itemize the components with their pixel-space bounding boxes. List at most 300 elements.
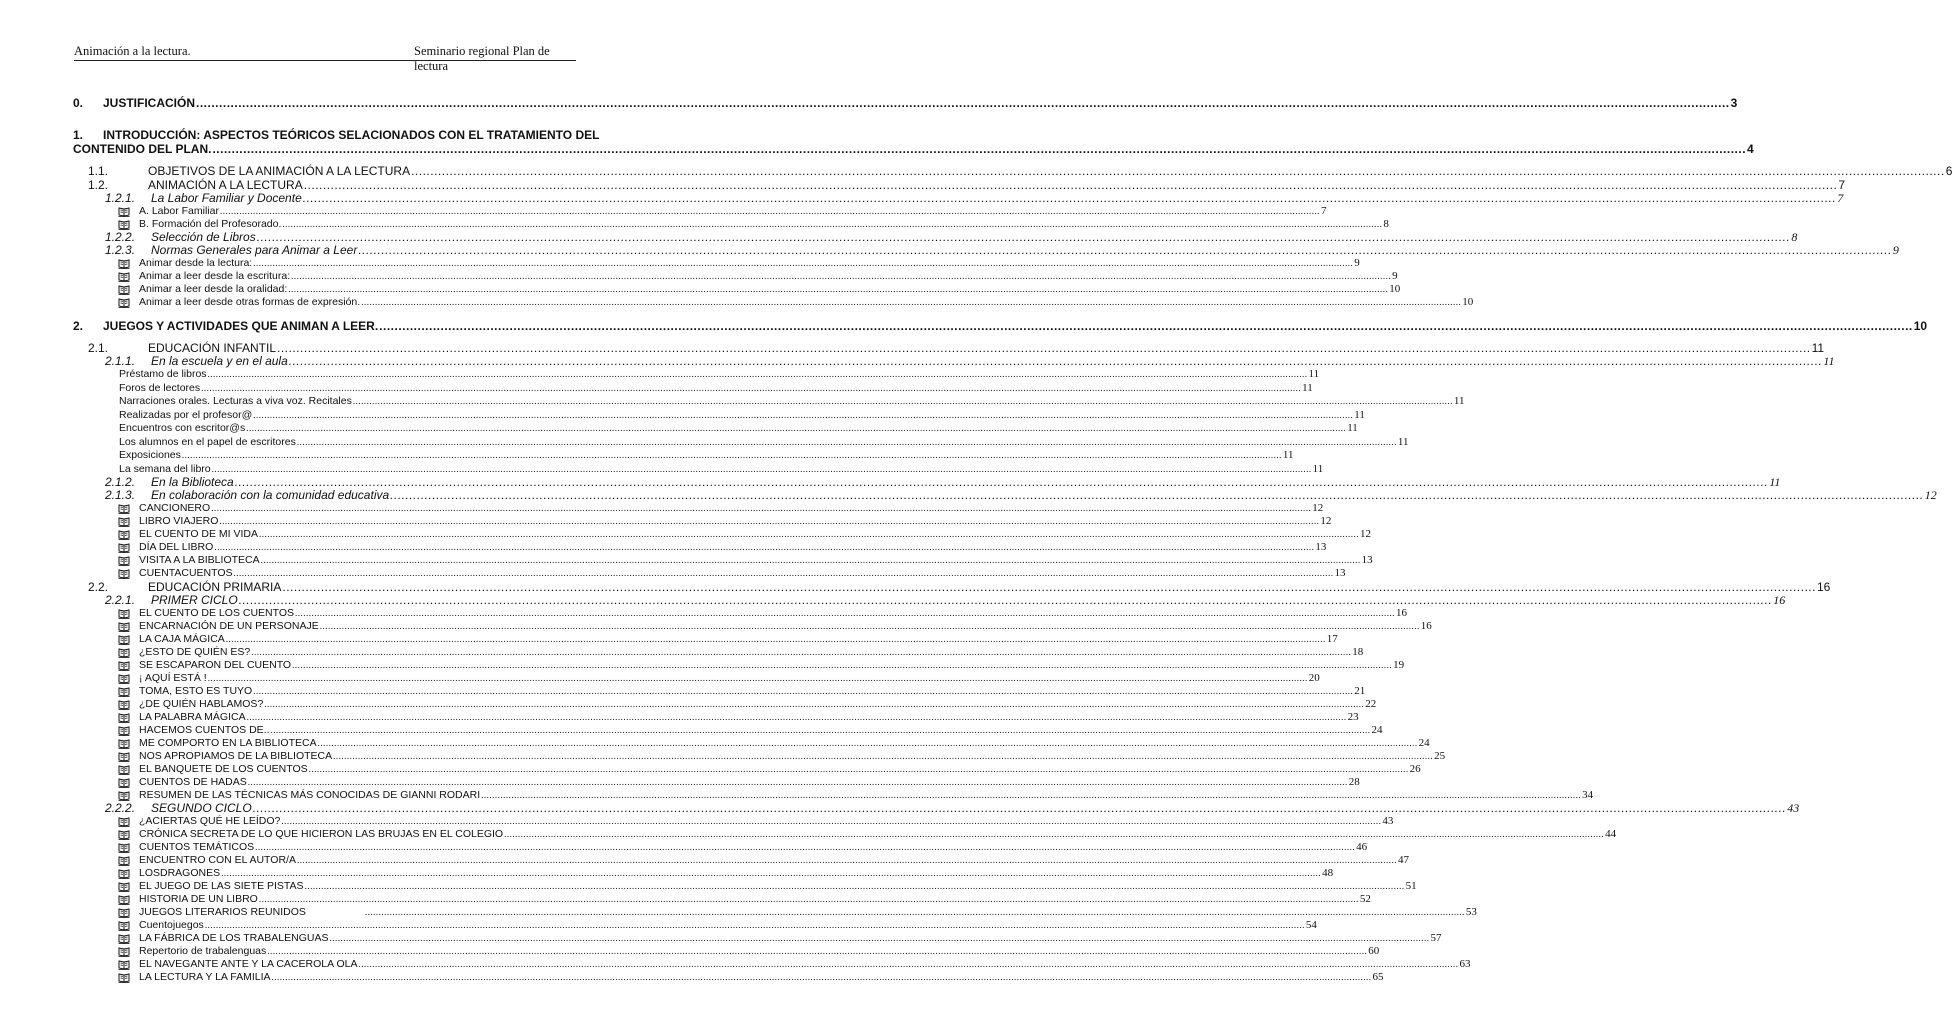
book-icon	[118, 622, 130, 632]
toc-entry-section[interactable]	[73, 178, 1845, 192]
toc-entry-item[interactable]	[73, 815, 1394, 828]
toc-entry-page: 11	[1811, 341, 1825, 355]
toc-entry-item[interactable]	[73, 958, 1471, 971]
toc-entry-section[interactable]	[73, 164, 1952, 178]
leader-dots: ................................................................................................................................................................................................................................................................................................................................................................................................................	[253, 258, 1354, 268]
leader-dots: ................................................................................................................................................................................................................................................................................................................................................................................................................	[256, 230, 1791, 244]
toc-entry-page: 47	[1397, 854, 1409, 866]
toc-entry-item[interactable]	[73, 906, 1477, 919]
toc-entry-title: LA CAJA MÁGICA	[139, 633, 225, 645]
toc-entry-item[interactable]	[73, 408, 1365, 423]
toc-entry-page: 7	[1838, 178, 1845, 192]
leader-dots: ................................................................................................................................................................................................................................................................................................................................................................................................................	[253, 409, 1354, 420]
leader-dots: ................................................................................................................................................................................................................................................................................................................................................................................................................	[246, 712, 1347, 722]
book-icon	[118, 726, 130, 736]
toc-entry-page: 57	[1430, 932, 1442, 944]
toc-entry-item[interactable]	[73, 567, 1346, 580]
toc-entry-title: LA PALABRA MÁGICA	[139, 711, 246, 723]
toc-entry-page: 20	[1308, 672, 1320, 684]
toc-entry-item[interactable]	[73, 541, 1327, 554]
toc-entry-number: 1.2.1.	[105, 191, 136, 205]
toc-entry-page: 54	[1305, 919, 1317, 931]
leader-dots: ................................................................................................................................................................................................................................................................................................................................................................................................................	[319, 621, 1420, 631]
toc-entry-title-continued: CONTENIDO DEL PLAN.	[73, 142, 212, 156]
toc-entry-title: ENCARNACIÓN DE UN PERSONAJE	[139, 620, 319, 632]
toc-entry-title: ANIMACIÓN A LA LECTURA	[148, 178, 303, 192]
leader-dots: ................................................................................................................................................................................................................................................................................................................................................................................................................	[211, 503, 1312, 513]
toc-entry-item[interactable]	[73, 711, 1359, 724]
toc-entry-title: Repertorio de trabalenguas	[139, 945, 267, 957]
leader-dots: ................................................................................................................................................................................................................................................................................................................................................................................................................	[282, 219, 1383, 229]
toc-entry-title: HISTORIA DE UN LIBRO	[139, 893, 258, 905]
toc-entry-page: 43	[1787, 801, 1800, 815]
toc-entry-page: 7	[1320, 205, 1327, 217]
toc-entry-page: 16	[1773, 593, 1786, 607]
leader-dots: ................................................................................................................................................................................................................................................................................................................................................................................................................	[504, 829, 1605, 839]
toc-entry-page: 16	[1420, 620, 1432, 632]
toc-entry-title: CUENTACUENTOS	[139, 567, 233, 579]
toc-entry-number: 2.1.2.	[105, 475, 136, 489]
book-icon	[118, 504, 130, 514]
toc-entry-number: 2.2.2.	[105, 801, 136, 815]
toc-entry-subsection[interactable]	[73, 801, 1800, 815]
toc-entry-subsection[interactable]	[73, 593, 1786, 607]
toc-entry-title: EL CUENTO DE MI VIDA	[139, 528, 259, 540]
book-icon	[118, 817, 130, 827]
toc-entry-title: Animar a leer desde la escritura:	[139, 270, 291, 282]
toc-entry-page: 22	[1365, 698, 1377, 710]
leader-dots: ................................................................................................................................................................................................................................................................................................................................................................................................................	[304, 881, 1405, 891]
toc-entry-page: 6	[1945, 164, 1952, 178]
leader-dots: ................................................................................................................................................................................................................................................................................................................................................................................................................	[238, 593, 1773, 607]
toc-entry-page: 10	[1913, 319, 1928, 333]
toc-entry-title: Foros de lectores	[119, 381, 201, 394]
book-icon	[118, 272, 130, 282]
toc-entry-subsection[interactable]	[73, 191, 1844, 205]
toc-entry-subsection[interactable]	[73, 488, 1937, 502]
book-icon	[118, 830, 130, 840]
book-icon	[118, 882, 130, 892]
toc-entry-item[interactable]	[73, 607, 1408, 620]
toc-entry-page: 11	[1347, 422, 1358, 434]
toc-entry-item[interactable]	[73, 945, 1380, 958]
toc-entry-title: HACEMOS CUENTOS DE..	[139, 724, 270, 736]
toc-entry-title: EL NAVEGANTE ANTE Y LA CACEROLA OLA	[139, 958, 358, 970]
leader-dots: ................................................................................................................................................................................................................................................................................................................................................................................................................	[212, 142, 1747, 156]
leader-dots: ................................................................................................................................................................................................................................................................................................................................................................................................................	[291, 271, 1392, 281]
toc-entry-item[interactable]	[73, 828, 1617, 841]
toc-entry-page: 21	[1354, 685, 1366, 697]
toc-entry-item[interactable]	[73, 270, 1398, 283]
leader-dots: ................................................................................................................................................................................................................................................................................................................................................................................................................	[282, 580, 1816, 594]
toc-entry-title: La Labor Familiar y Docente	[151, 191, 302, 205]
leader-dots: ................................................................................................................................................................................................................................................................................................................................................................................................................	[358, 243, 1892, 257]
leader-dots: ................................................................................................................................................................................................................................................................................................................................................................................................................	[270, 725, 1371, 735]
toc-entry-item[interactable]	[73, 763, 1421, 776]
toc-entry-page: 12	[1320, 515, 1332, 527]
toc-entry-item[interactable]	[73, 462, 1324, 477]
leader-dots: ................................................................................................................................................................................................................................................................................................................................................................................................................	[260, 555, 1361, 565]
book-icon	[118, 895, 130, 905]
toc-entry-title: EL CUENTO DE LOS CUENTOS	[139, 607, 295, 619]
toc-entry-page: 11	[1308, 368, 1320, 380]
toc-entry-title: CANCIONERO	[139, 502, 211, 514]
toc-entry-page: 11	[1453, 395, 1465, 407]
toc-entry-title: DÍA DEL LIBRO	[139, 541, 214, 553]
toc-entry-page: 11	[1397, 435, 1409, 448]
book-icon	[118, 700, 130, 710]
toc-entry-page: 51	[1405, 880, 1417, 892]
leader-dots: ................................................................................................................................................................................................................................................................................................................................................................................................................	[234, 475, 1769, 489]
toc-entry-heading[interactable]	[73, 96, 1738, 110]
toc-entry-item[interactable]	[73, 633, 1338, 646]
book-icon	[118, 259, 130, 269]
toc-entry-page: 46	[1356, 841, 1368, 853]
leader-dots: ................................................................................................................................................................................................................................................................................................................................................................................................................	[390, 488, 1924, 502]
toc-entry-title: Exposiciones	[119, 449, 181, 461]
toc-entry-title: JUSTIFICACIÓN	[103, 96, 196, 110]
toc-entry-page: 53	[1465, 906, 1477, 918]
toc-entry-number: 1.2.2.	[105, 230, 136, 244]
toc-entry-item[interactable]	[73, 554, 1373, 567]
toc-entry-title: EL BANQUETE DE LOS CUENTOS	[139, 763, 308, 775]
header-right-title: Seminario regional Plan de lectura	[414, 44, 550, 73]
book-icon	[118, 791, 130, 801]
toc-entry-title: RESUMEN DE LAS TÉCNICAS MÁS CONOCIDAS DE GIANNI RODARI	[139, 789, 481, 801]
leader-dots: ................................................................................................................................................................................................................................................................................................................................................................................................................	[358, 959, 1459, 969]
book-icon	[118, 661, 130, 671]
book-icon	[118, 921, 130, 931]
leader-dots: ................................................................................................................................................................................................................................................................................................................................................................................................................	[219, 516, 1320, 526]
toc-entry-page: 16	[1816, 580, 1831, 594]
toc-entry-item[interactable]	[73, 971, 1384, 984]
toc-entry-page: 28	[1348, 776, 1360, 788]
toc-entry-title: OBJETIVOS DE LA ANIMACIÓN A LA LECTURA	[148, 164, 411, 178]
toc-entry-item[interactable]	[73, 932, 1442, 945]
toc-entry-page: 24	[1418, 737, 1430, 749]
toc-entry-item[interactable]	[73, 205, 1327, 218]
toc-entry-title: Encuentros con escritor@s	[119, 422, 246, 434]
toc-entry-section[interactable]	[73, 341, 1825, 355]
toc-entry-page: 9	[1354, 257, 1360, 269]
book-icon	[118, 843, 130, 853]
toc-entry-page: 12	[1312, 502, 1324, 514]
toc-entry-item[interactable]	[73, 502, 1324, 515]
toc-entry-title: En colaboración con la comunidad educativa	[151, 488, 390, 502]
toc-entry-page: 9	[1392, 270, 1398, 282]
toc-entry-item[interactable]	[73, 422, 1358, 436]
toc-entry-title: La semana del libro	[119, 462, 211, 475]
toc-entry-title: ENCUENTRO CON EL AUTOR/A	[139, 854, 296, 866]
toc-entry-page: 16	[1396, 607, 1408, 619]
toc-entry-page: 8	[1383, 218, 1389, 230]
toc-entry-item[interactable]	[73, 737, 1430, 750]
book-icon	[118, 517, 130, 527]
toc-entry-page: 44	[1605, 828, 1617, 840]
leader-dots: ................................................................................................................................................................................................................................................................................................................................................................................................................	[364, 907, 1465, 917]
toc-entry-title: JUEGOS LITERARIOS REUNIDOS	[139, 906, 306, 918]
toc-entry-title: Cuentojuegos	[139, 919, 204, 931]
book-icon	[118, 285, 130, 295]
leader-dots: ................................................................................................................................................................................................................................................................................................................................................................................................................	[296, 436, 1397, 447]
toc-entry-page: 11	[1769, 475, 1781, 489]
book-icon	[118, 947, 130, 957]
leader-dots: ................................................................................................................................................................................................................................................................................................................................................................................................................	[267, 946, 1368, 956]
toc-entry-title: Animar desde la lectura:	[139, 257, 253, 269]
book-icon	[118, 298, 130, 308]
toc-entry-item[interactable]	[73, 659, 1405, 672]
leader-dots: ................................................................................................................................................................................................................................................................................................................................................................................................................	[288, 284, 1389, 294]
toc-entry-item[interactable]	[73, 776, 1360, 789]
leader-dots: ................................................................................................................................................................................................................................................................................................................................................................................................................	[361, 297, 1462, 307]
leader-dots: ................................................................................................................................................................................................................................................................................................................................................................................................................	[302, 191, 1837, 205]
leader-dots: ................................................................................................................................................................................................................................................................................................................................................................................................................	[379, 319, 1913, 333]
toc-entry-title: LOSDRAGONES	[139, 867, 221, 879]
toc-entry-number: 2.1.	[88, 341, 109, 355]
leader-dots: ................................................................................................................................................................................................................................................................................................................................................................................................................	[258, 894, 1359, 904]
leader-dots: ................................................................................................................................................................................................................................................................................................................................................................................................................	[233, 568, 1334, 578]
book-icon	[118, 674, 130, 684]
toc-entry-page: 8	[1791, 230, 1798, 244]
leader-dots: ................................................................................................................................................................................................................................................................................................................................................................................................................	[196, 96, 1730, 110]
toc-entry-title: Narraciones orales. Lecturas a viva voz. Recitales	[119, 395, 352, 407]
leader-dots: ................................................................................................................................................................................................................................................................................................................................................................................................................	[181, 450, 1282, 460]
toc-entry-page: 11	[1282, 449, 1294, 461]
toc-entry-page: 43	[1382, 815, 1394, 827]
book-icon	[118, 609, 130, 619]
toc-entry-number: 2.2.	[88, 580, 109, 594]
book-icon	[118, 207, 130, 217]
toc-entry-page: 13	[1334, 567, 1346, 579]
leader-dots: ................................................................................................................................................................................................................................................................................................................................................................................................................	[251, 647, 1352, 657]
toc-entry-item[interactable]	[73, 646, 1364, 659]
toc-entry-item[interactable]	[73, 724, 1383, 737]
toc-entry-section[interactable]	[73, 580, 1831, 594]
toc-entry-page: 26	[1409, 763, 1421, 775]
leader-dots: ................................................................................................................................................................................................................................................................................................................................................................................................................	[333, 751, 1434, 761]
toc-entry-title: CUENTOS TEMÁTICOS	[139, 841, 255, 853]
toc-entry-title: CRÓNICA SECRETA DE LO QUE HICIERON LAS BRUJAS EN EL COLEGIO	[139, 828, 504, 840]
book-icon	[118, 765, 130, 775]
toc-entry-title: ¡ AQUÍ ESTÁ !	[139, 672, 207, 684]
toc-entry-page: 11	[1354, 408, 1365, 421]
toc-entry-number: 2.1.1.	[105, 354, 136, 368]
toc-entry-title: ¿ESTO DE QUIÉN ES?	[139, 646, 251, 658]
toc-entry-item[interactable]	[73, 257, 1360, 270]
toc-entry-item[interactable]	[73, 620, 1432, 633]
toc-entry-item[interactable]	[73, 841, 1368, 854]
book-icon	[118, 908, 130, 918]
toc-entry-page: 13	[1361, 554, 1373, 566]
toc-entry-page: 52	[1359, 893, 1371, 905]
toc-entry-page: 60	[1368, 945, 1380, 957]
toc-entry-title: ME COMPORTO EN LA BIBLIOTECA	[139, 737, 317, 749]
toc-entry-title: SEGUNDO CICLO	[151, 801, 252, 815]
leader-dots: ................................................................................................................................................................................................................................................................................................................................................................................................................	[246, 423, 1347, 433]
toc-entry-heading[interactable]	[73, 319, 1928, 333]
table-of-contents	[73, 96, 1952, 984]
toc-entry-page: 10	[1462, 296, 1474, 308]
leader-dots: ................................................................................................................................................................................................................................................................................................................................................................................................................	[411, 164, 1945, 178]
toc-entry-page: 9	[1892, 243, 1899, 257]
book-icon	[118, 869, 130, 879]
toc-entry-number: 2.	[73, 319, 84, 333]
leader-dots: ................................................................................................................................................................................................................................................................................................................................................................................................................	[271, 972, 1372, 982]
toc-entry-item[interactable]	[73, 283, 1401, 296]
book-icon	[118, 556, 130, 566]
toc-entry-page: 19	[1393, 659, 1405, 671]
toc-entry-page: 7	[1837, 191, 1844, 205]
toc-entry-heading[interactable]	[73, 128, 695, 142]
book-icon	[118, 778, 130, 788]
leader-dots: ................................................................................................................................................................................................................................................................................................................................................................................................................	[225, 634, 1326, 644]
leader-dots: ................................................................................................................................................................................................................................................................................................................................................................................................................	[288, 354, 1823, 368]
toc-entry-page: 10	[1389, 283, 1401, 295]
leader-dots: ................................................................................................................................................................................................................................................................................................................................................................................................................	[308, 764, 1409, 774]
toc-entry-title: INTRODUCCIÓN: ASPECTOS TEÓRICOS SELACIONADOS CON EL TRATAMIENTO DEL	[103, 128, 600, 142]
toc-entry-title: Animar a leer desde otras formas de expresión.	[139, 296, 361, 308]
leader-dots: ................................................................................................................................................................................................................................................................................................................................................................................................................	[317, 738, 1418, 748]
toc-entry-title: Normas Generales para Animar a Leer	[151, 243, 358, 257]
toc-entry-item[interactable]	[73, 750, 1446, 763]
toc-entry-number: 1.2.3.	[105, 243, 136, 257]
leader-dots: ................................................................................................................................................................................................................................................................................................................................................................................................................	[281, 816, 1382, 826]
toc-entry-page: 18	[1352, 646, 1364, 658]
book-icon	[118, 960, 130, 970]
leader-dots: ................................................................................................................................................................................................................................................................................................................................................................................................................	[352, 396, 1453, 406]
leader-dots: ................................................................................................................................................................................................................................................................................................................................................................................................................	[221, 868, 1322, 878]
toc-entry-page: 13	[1315, 541, 1327, 553]
toc-entry-title: Préstamo de libros	[119, 368, 207, 380]
toc-entry-page: 17	[1326, 633, 1338, 645]
leader-dots: ................................................................................................................................................................................................................................................................................................................................................................................................................	[204, 920, 1305, 930]
page-header	[74, 44, 576, 73]
leader-dots: ................................................................................................................................................................................................................................................................................................................................................................................................................	[259, 529, 1360, 539]
toc-entry-title: JUEGOS Y ACTIVIDADES QUE ANIMAN A LEER.	[103, 319, 379, 333]
toc-entry-number: 1.1.	[88, 164, 109, 178]
toc-entry-item[interactable]	[73, 867, 1334, 880]
leader-dots: ................................................................................................................................................................................................................................................................................................................................................................................................................	[277, 341, 1811, 355]
toc-entry-page: 25	[1434, 750, 1446, 762]
book-icon	[118, 543, 130, 553]
toc-entry-title: ¿DE QUIÉN HABLAMOS?	[139, 698, 264, 710]
toc-entry-item[interactable]	[73, 528, 1372, 541]
leader-dots: ................................................................................................................................................................................................................................................................................................................................................................................................................	[253, 686, 1354, 696]
book-icon	[118, 739, 130, 749]
leader-dots: ................................................................................................................................................................................................................................................................................................................................................................................................................	[207, 673, 1308, 683]
toc-entry-title: LA LECTURA Y LA FAMILIA	[139, 971, 271, 983]
book-icon	[118, 856, 130, 866]
toc-entry-title: EL JUEGO DE LAS SIETE PISTAS	[139, 880, 304, 892]
leader-dots: ................................................................................................................................................................................................................................................................................................................................................................................................................	[329, 933, 1430, 943]
toc-entry-title: En la escuela y en el aula	[151, 354, 288, 368]
leader-dots: ................................................................................................................................................................................................................................................................................................................................................................................................................	[292, 660, 1393, 670]
leader-dots: ................................................................................................................................................................................................................................................................................................................................................................................................................	[219, 206, 1320, 216]
toc-entry-title: Animar a leer desde la oralidad:	[139, 283, 288, 295]
toc-entry-item[interactable]	[73, 854, 1409, 867]
toc-entry-title: B. Formación del Profesorado.	[139, 218, 282, 230]
toc-entry-item[interactable]	[73, 296, 1474, 309]
toc-entry-page: 4	[1747, 142, 1754, 156]
book-icon	[118, 220, 130, 230]
toc-entry-heading-continued[interactable]	[73, 142, 1754, 156]
toc-entry-item[interactable]	[73, 893, 1371, 906]
leader-dots: ................................................................................................................................................................................................................................................................................................................................................................................................................	[211, 463, 1312, 474]
toc-entry-item[interactable]	[73, 685, 1366, 698]
leader-dots: ................................................................................................................................................................................................................................................................................................................................................................................................................	[296, 855, 1397, 865]
toc-entry-page: 12	[1360, 528, 1372, 540]
toc-entry-title: Selección de Libros	[151, 230, 256, 244]
toc-entry-title: SE ESCAPARON DEL CUENTO	[139, 659, 292, 671]
toc-entry-title: En la Biblioteca	[151, 475, 234, 489]
toc-entry-page: 12	[1924, 488, 1937, 502]
toc-entry-page: 24	[1371, 724, 1383, 736]
toc-entry-number: 1.	[73, 128, 84, 142]
toc-entry-title: A. Labor Familiar	[139, 205, 219, 217]
leader-dots: ................................................................................................................................................................................................................................................................................................................................................................................................................	[255, 842, 1356, 852]
toc-entry-page: 63	[1459, 958, 1471, 970]
toc-entry-item[interactable]	[73, 449, 1294, 463]
leader-dots: ................................................................................................................................................................................................................................................................................................................................................................................................................	[201, 382, 1302, 393]
leader-dots: ................................................................................................................................................................................................................................................................................................................................................................................................................	[247, 777, 1348, 787]
toc-entry-subsection[interactable]	[73, 243, 1899, 257]
leader-dots: ................................................................................................................................................................................................................................................................................................................................................................................................................	[252, 801, 1787, 815]
toc-entry-page: 65	[1372, 971, 1384, 983]
toc-entry-title: CUENTOS DE HADAS	[139, 776, 247, 788]
toc-entry-title: LA FÁBRICA DE LOS TRABALENGUAS	[139, 932, 329, 944]
book-icon	[118, 934, 130, 944]
toc-entry-title: Los alumnos en el papel de escritores	[119, 435, 296, 448]
toc-entry-subsection[interactable]	[73, 354, 1835, 368]
book-icon	[118, 973, 130, 983]
leader-dots: ................................................................................................................................................................................................................................................................................................................................................................................................................	[303, 178, 1838, 192]
leader-dots: ................................................................................................................................................................................................................................................................................................................................................................................................................	[481, 790, 1582, 800]
toc-entry-page: 11	[1823, 354, 1835, 368]
toc-entry-title: NOS APROPIAMOS DE LA BIBLIOTECA	[139, 750, 333, 762]
toc-entry-title: ¿ACIERTAS QUÉ HE LEÍDO?	[139, 815, 281, 827]
toc-entry-page: 23	[1347, 711, 1359, 723]
toc-entry-item[interactable]	[73, 435, 1409, 450]
toc-entry-item[interactable]	[73, 698, 1377, 711]
toc-entry-number: 2.1.3.	[105, 488, 136, 502]
book-icon	[118, 635, 130, 645]
header-left-title: Animación a la lectura.	[74, 44, 191, 58]
toc-entry-item[interactable]	[73, 919, 1317, 932]
toc-entry-title: PRIMER CICLO	[151, 593, 238, 607]
toc-entry-page: 34	[1582, 789, 1594, 801]
toc-entry-title: EDUCACIÓN PRIMARIA	[148, 580, 282, 594]
book-icon	[118, 530, 130, 540]
toc-entry-item[interactable]	[73, 515, 1332, 528]
toc-entry-item[interactable]	[73, 368, 1320, 382]
toc-entry-item[interactable]	[73, 381, 1313, 396]
toc-entry-title: TOMA, ESTO ES TUYO	[139, 685, 253, 697]
leader-dots: ................................................................................................................................................................................................................................................................................................................................................................................................................	[264, 699, 1365, 709]
book-icon	[118, 687, 130, 697]
toc-entry-number: 1.2.	[88, 178, 109, 192]
toc-entry-page: 3	[1730, 96, 1738, 110]
toc-entry-number: 2.2.1.	[105, 593, 136, 607]
toc-entry-number: 0.	[73, 96, 84, 110]
toc-entry-item[interactable]	[73, 880, 1417, 893]
toc-entry-item[interactable]	[73, 395, 1465, 409]
toc-entry-title: LIBRO VIAJERO	[139, 515, 219, 527]
toc-entry-item[interactable]	[73, 672, 1320, 685]
book-icon	[118, 648, 130, 658]
toc-entry-page: 11	[1302, 381, 1313, 394]
leader-dots: ................................................................................................................................................................................................................................................................................................................................................................................................................	[295, 608, 1396, 618]
toc-entry-title: VISITA A LA BIBLIOTECA	[139, 554, 260, 566]
